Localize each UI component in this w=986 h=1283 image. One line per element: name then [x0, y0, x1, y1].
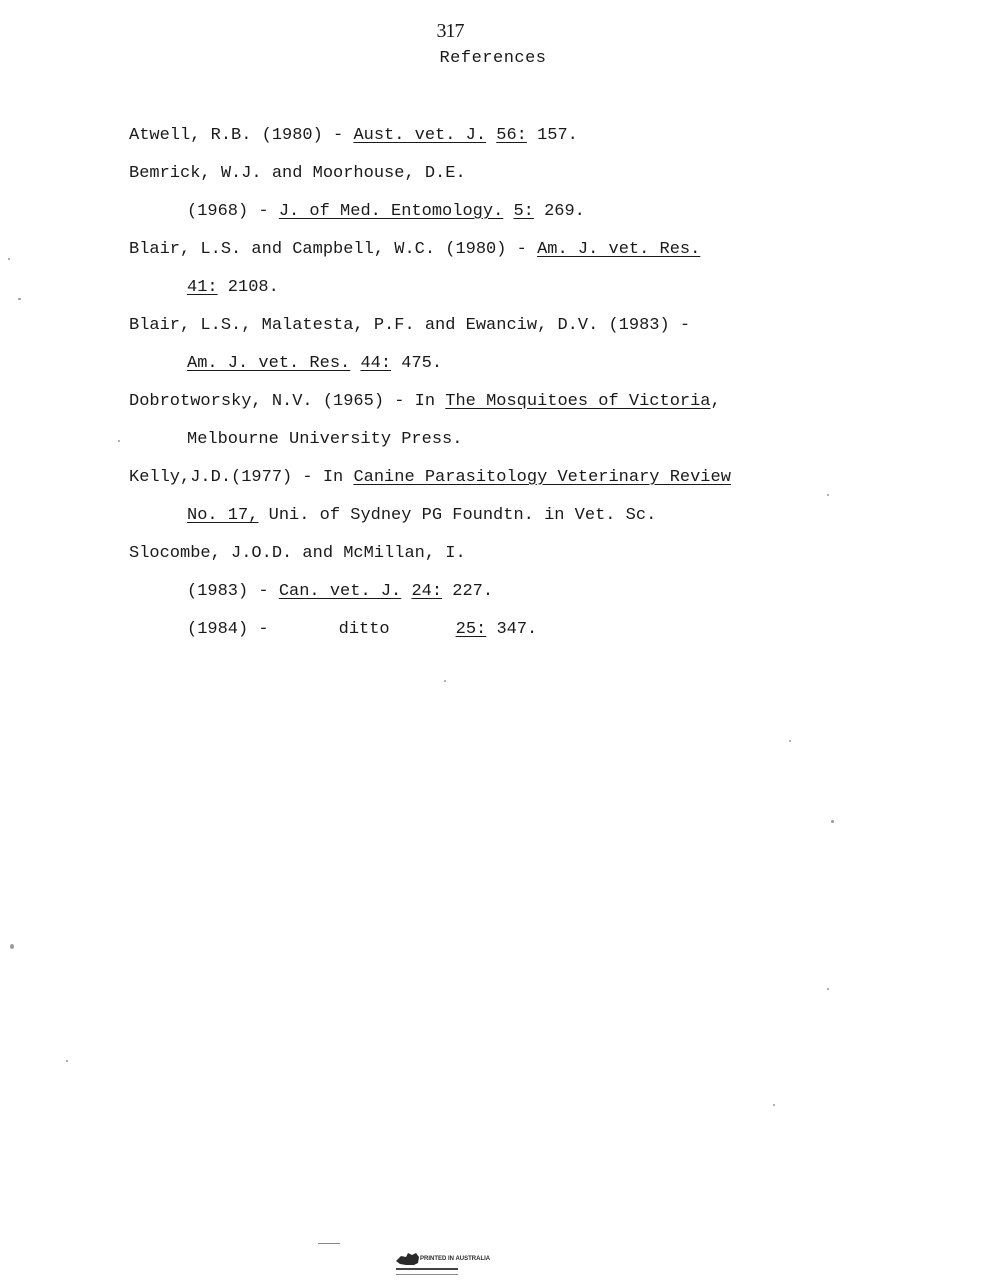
scan-speck [118, 440, 120, 442]
book-title: The Mosquitoes of Victoria [445, 392, 711, 411]
scan-speck [827, 494, 829, 496]
scan-speck [831, 820, 834, 823]
journal-title: Am. J. vet. Res. [187, 354, 351, 373]
scan-speck [10, 944, 14, 949]
page-title: References [439, 49, 547, 68]
ref-text: Uni. of Sydney PG Foundtn. in Vet. Sc. [258, 506, 657, 525]
reference-blair-1983-authors: Blair, L.S., Malatesta, P.F. and Ewanciw, D.V. (1983) - [129, 316, 691, 335]
reference-bemrick-authors: Bemrick, W.J. and Moorhouse, D.E. [129, 164, 466, 183]
reference-atwell [129, 124, 860, 162]
reference-blair-1980 [129, 238, 860, 276]
footer-mark [318, 1243, 340, 1244]
page-ref: 157. [526, 126, 578, 145]
journal-title: Am. J. vet. Res. [537, 240, 701, 259]
volume-number: 56: [496, 126, 527, 145]
scan-speck [773, 1104, 775, 1106]
reference-dobrotworsky-publisher: Melbourne University Press. [187, 430, 463, 449]
printed-in-australia-logo-icon [392, 1247, 491, 1281]
page-ref: 475. [391, 354, 443, 373]
volume-number: 25: [455, 620, 487, 639]
punctuation: , [710, 392, 721, 411]
reference-slocombe-1983 [129, 580, 860, 618]
reference-blair-1980-volume [129, 276, 860, 314]
page-ref: 347. [486, 620, 538, 639]
issue-number: No. 17, [187, 506, 259, 525]
ditto-mark: ditto [338, 620, 390, 639]
journal-title: J. of Med. Entomology. [278, 202, 504, 221]
reference-blair-1983-source [129, 352, 860, 390]
reference-list [129, 124, 860, 656]
scan-speck [444, 680, 446, 682]
ref-text: (1983) - [187, 582, 279, 601]
reference-slocombe-authors: Slocombe, J.O.D. and McMillan, I. [129, 544, 466, 563]
ref-text: Kelly,J.D.(1977) - In [129, 468, 354, 487]
logo-text: PRINTED IN AUSTRALIA [420, 1256, 491, 1262]
scan-speck [66, 1060, 68, 1062]
page-ref: 227. [442, 582, 494, 601]
volume-number: 41: [187, 278, 218, 297]
reference-kelly-source [129, 504, 860, 542]
volume-number: 24: [411, 582, 443, 601]
ref-text: Atwell, R.B. (1980) - [129, 126, 354, 145]
scan-speck [789, 740, 791, 742]
ref-text: Blair, L.S. and Campbell, W.C. (1980) - [129, 240, 538, 259]
page-ref: 2108. [217, 278, 279, 297]
scan-speck [827, 988, 829, 990]
reference-dobrotworsky [129, 390, 860, 428]
page-number: 317 [436, 20, 464, 42]
volume-number: 5: [513, 202, 534, 221]
scan-speck [8, 258, 10, 260]
ref-text: Dobrotworsky, N.V. (1965) - In [129, 392, 446, 411]
reference-bemrick-source [129, 200, 860, 238]
scan-speck [18, 298, 21, 300]
ref-text: (1968) - [187, 202, 279, 221]
journal-title: Aust. vet. J. [353, 126, 487, 145]
volume-number: 44: [360, 354, 392, 373]
book-title: Canine Parasitology Veterinary Review [353, 468, 731, 487]
ref-text: (1984) - [187, 620, 269, 639]
journal-title: Can. vet. J. [278, 582, 402, 601]
reference-kelly [129, 466, 860, 504]
page-ref: 269. [533, 202, 585, 221]
reference-slocombe-1984 [129, 618, 860, 656]
